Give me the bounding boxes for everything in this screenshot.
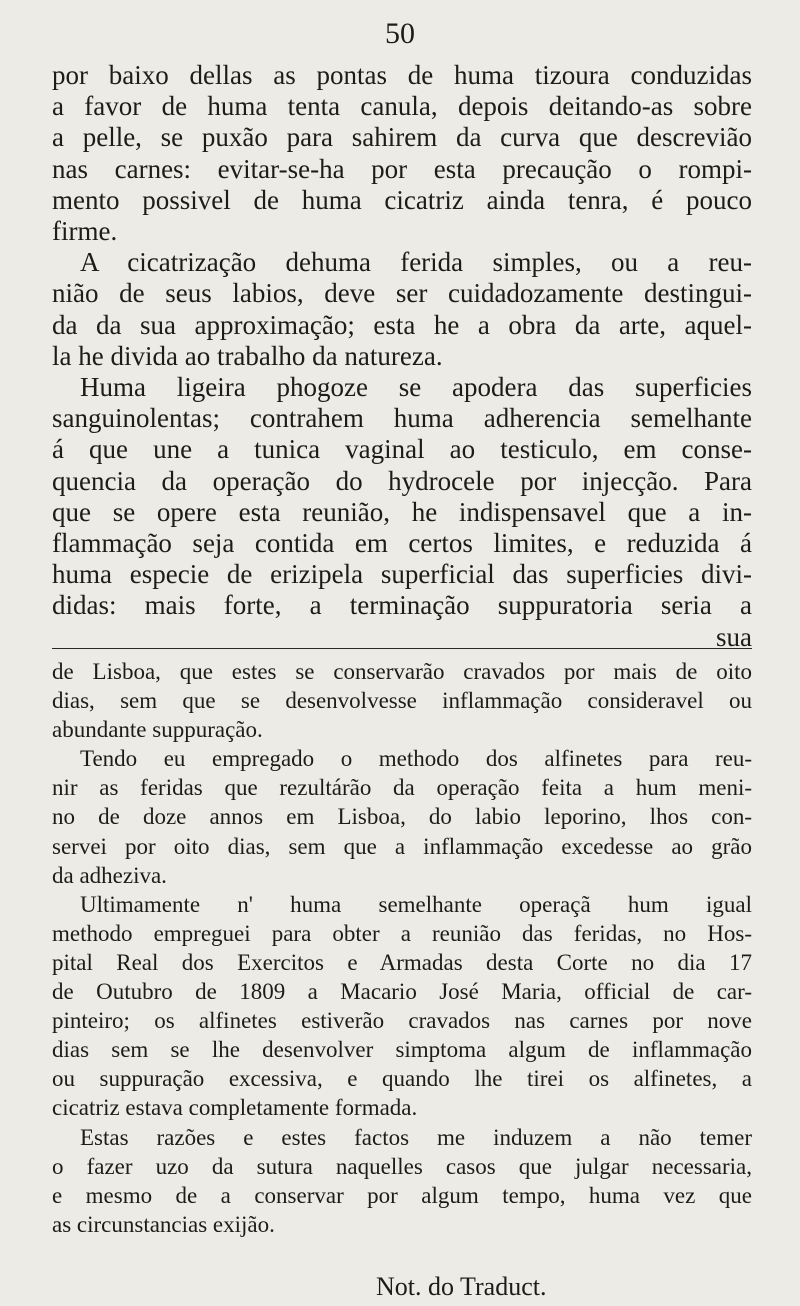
footnote-line: dias sem se lhe desenvolver simptoma algum de inflammação bbox=[52, 1037, 752, 1063]
footnote-line: as circunstancias exijão. bbox=[52, 1211, 275, 1237]
main-text bbox=[52, 60, 752, 653]
main-line: á que une a tunica vaginal ao testiculo, em conse- bbox=[52, 434, 752, 465]
footnote-line: nir as feridas que rezultárão da operação feita a hum meni- bbox=[52, 775, 752, 801]
main-line: firme. bbox=[52, 216, 118, 247]
footnote-line: no de doze annos em Lisboa, do labio leporino, lhos con- bbox=[52, 804, 752, 830]
main-line: por baixo dellas as pontas de huma tizoura conduzidas bbox=[52, 60, 752, 90]
footnote-line: Tendo eu empregado o methodo dos alfinetes para reu- bbox=[80, 746, 752, 772]
catchword: sua bbox=[716, 621, 752, 652]
footnote-line: pital Real dos Exercitos e Armadas desta Corte no dia 17 bbox=[52, 949, 752, 975]
main-line: a favor de huma tenta canula, depois deitando-as sobre bbox=[52, 91, 752, 122]
footnote-line: e mesmo de a conservar por algum tempo, huma vez que bbox=[52, 1182, 752, 1208]
footnote-line: servei por oito dias, sem que a inflammação excedesse ao grão bbox=[52, 833, 752, 859]
main-line: didas: mais forte, a terminação suppuratoria seria a bbox=[52, 590, 752, 621]
footnote-line: Estas razões e estes factos me induzem a não temer bbox=[80, 1124, 752, 1150]
main-line: nião de seus labios, deve ser cuidadozamente destingui- bbox=[52, 278, 752, 309]
footnote-line: methodo empreguei para obter a reunião das feridas, no Hos- bbox=[52, 920, 752, 946]
main-line: A cicatrização dehuma ferida simples, ou a reu- bbox=[80, 247, 752, 278]
main-line: que se opere esta reunião, he indispensavel que a in- bbox=[52, 496, 752, 527]
footnote-line: da adheziva. bbox=[52, 862, 167, 888]
main-line: flammação seja contida em certos limites, e reduzida á bbox=[52, 528, 752, 559]
main-line: a pelle, se puxão para sahirem da curva que descrevião bbox=[52, 122, 752, 153]
footnote-line: o fazer uzo da sutura naquelles casos que julgar necessaria, bbox=[52, 1153, 752, 1179]
page-number: 50 bbox=[385, 17, 415, 50]
main-line: la he divida ao trabalho da natureza. bbox=[52, 340, 443, 371]
footnote-line: ou suppuração excessiva, e quando lhe tirei os alfinetes, a bbox=[52, 1066, 752, 1092]
main-line: sanguinolentas; contrahem huma adherencia semelhante bbox=[52, 403, 752, 434]
footnote-line: abundante suppuração. bbox=[52, 717, 263, 743]
footnote-line: dias, sem que se desenvolvesse inflammação consideravel ou bbox=[52, 688, 752, 714]
main-line: Huma ligeira phogoze se apodera das superficies bbox=[80, 372, 752, 403]
footnote-line: de Lisboa, que estes se conservarão cravados por mais de oito bbox=[52, 659, 752, 684]
footnote-line: pinteiro; os alfinetes estiverão cravados nas carnes por nove bbox=[52, 1008, 752, 1034]
footnote-text bbox=[52, 657, 752, 1239]
translator-note-signature: Not. do Traduct. bbox=[376, 1272, 547, 1301]
main-line: mento possivel de huma cicatriz ainda tenra, é pouco bbox=[52, 184, 752, 215]
footnote-line: de Outubro de 1809 a Macario José Maria, official de car- bbox=[52, 979, 752, 1005]
footnote-line: Ultimamente n' huma semelhante operaçã hum igual bbox=[80, 891, 752, 917]
footnote-divider bbox=[52, 648, 752, 649]
footnote-line: cicatriz estava completamente formada. bbox=[52, 1095, 418, 1121]
main-line: nas carnes: evitar-se-ha por esta precaução o rompi- bbox=[52, 153, 752, 184]
main-line: da da sua approximação; esta he a obra da arte, aquel- bbox=[52, 309, 752, 340]
main-line: quencia da operação do hydrocele por injecção. Para bbox=[52, 465, 752, 496]
main-line: huma especie de erizipela superficial das superficies divi- bbox=[52, 559, 752, 590]
